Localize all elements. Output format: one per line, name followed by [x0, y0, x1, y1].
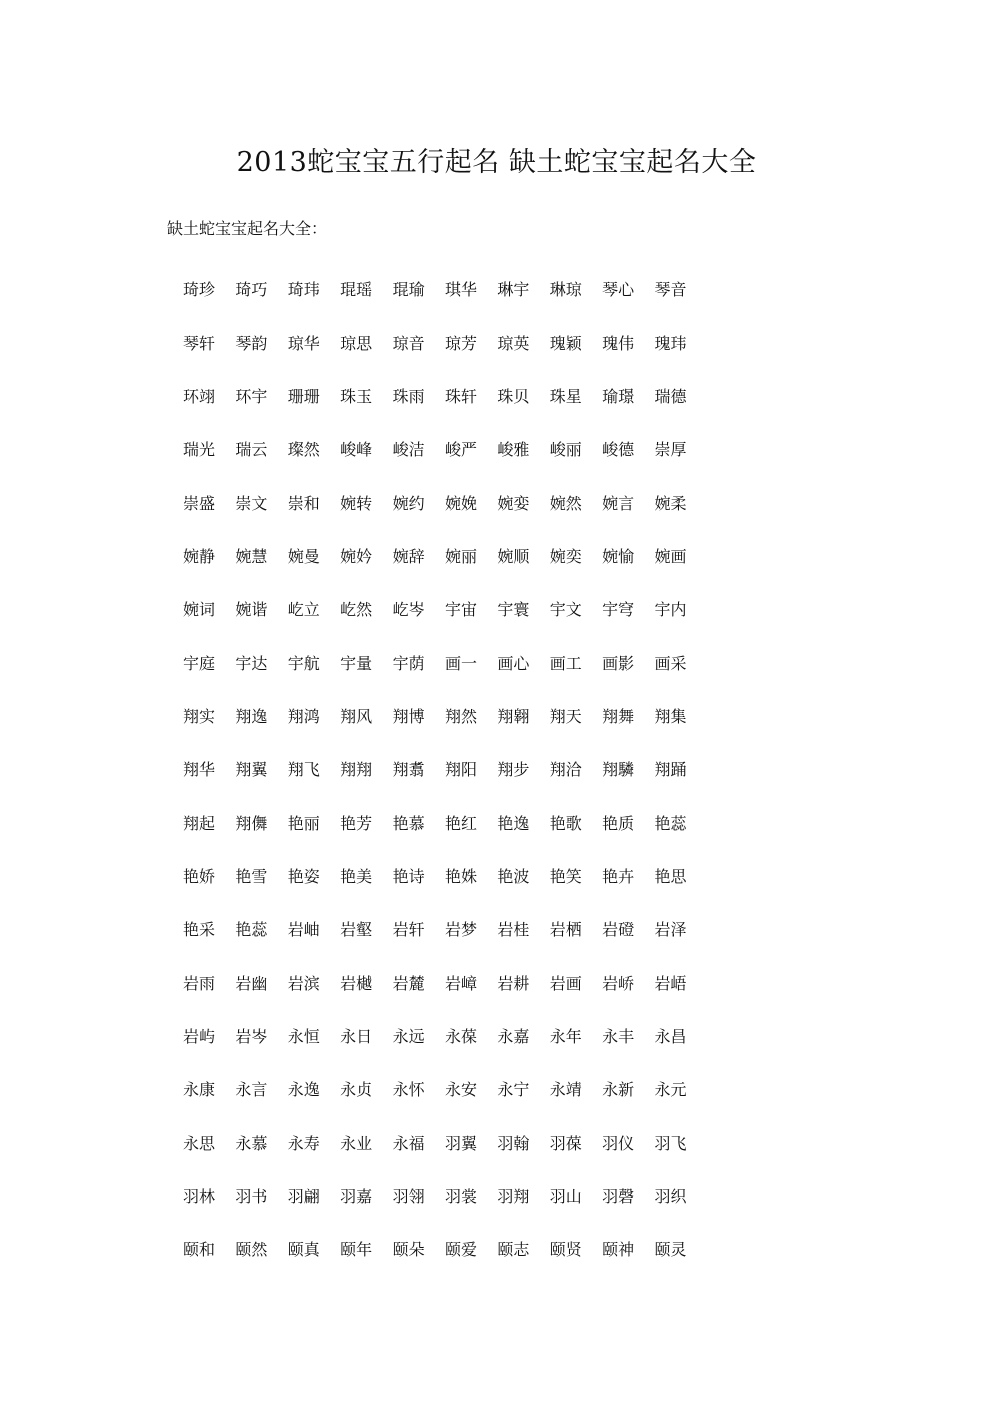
name-item: 岩滨	[287, 973, 320, 993]
name-item: 艳质	[602, 813, 635, 833]
name-item: 翔鸿	[287, 706, 320, 726]
name-item: 岩耕	[497, 973, 530, 993]
name-item: 珊珊	[287, 386, 320, 406]
name-item: 画采	[654, 653, 687, 673]
name-item: 永怀	[392, 1080, 425, 1100]
name-item: 永安	[444, 1080, 477, 1100]
name-item: 珠玉	[340, 386, 373, 406]
names-row	[183, 902, 707, 955]
name-item: 岩岫	[287, 920, 320, 940]
name-item: 翔天	[549, 706, 582, 726]
names-row	[183, 742, 707, 795]
name-item: 琨瑶	[340, 280, 373, 300]
name-item: 颐年	[340, 1240, 373, 1260]
name-item: 羽翼	[444, 1133, 477, 1153]
name-item: 婉转	[340, 493, 373, 513]
name-item: 永福	[392, 1133, 425, 1153]
names-row	[183, 315, 707, 368]
name-item: 艳慕	[392, 813, 425, 833]
name-item: 翔起	[183, 813, 216, 833]
names-row	[183, 1116, 707, 1169]
name-item: 珠贝	[497, 386, 530, 406]
names-row	[183, 689, 707, 742]
name-item: 宇宙	[444, 600, 477, 620]
name-item: 永逸	[287, 1080, 320, 1100]
name-item: 颐灵	[654, 1240, 687, 1260]
name-item: 艳思	[654, 866, 687, 886]
name-item: 岩岑	[235, 1026, 268, 1046]
name-item: 永言	[235, 1080, 268, 1100]
page-title: 2013蛇宝宝五行起名 缺土蛇宝宝起名大全	[236, 147, 757, 178]
name-item: 屹然	[340, 600, 373, 620]
name-item: 永业	[340, 1133, 373, 1153]
name-item: 宇庭	[183, 653, 216, 673]
name-item: 宇寰	[497, 600, 530, 620]
names-row	[183, 955, 707, 1008]
name-item: 瑰伟	[602, 333, 635, 353]
name-item: 琳宇	[497, 280, 530, 300]
name-item: 艳采	[183, 920, 216, 940]
name-item: 婉词	[183, 600, 216, 620]
name-item: 琼音	[392, 333, 425, 353]
name-item: 永丰	[602, 1026, 635, 1046]
name-item: 颐神	[602, 1240, 635, 1260]
name-item: 永年	[549, 1026, 582, 1046]
name-item: 宇荫	[392, 653, 425, 673]
name-item: 颐和	[183, 1240, 216, 1260]
name-item: 颐朵	[392, 1240, 425, 1260]
names-row	[183, 795, 707, 848]
name-item: 永新	[602, 1080, 635, 1100]
name-item: 艳笑	[549, 866, 582, 886]
name-item: 翔然	[444, 706, 477, 726]
name-item: 翔飞	[287, 760, 320, 780]
name-item: 艳卉	[602, 866, 635, 886]
name-item: 琴心	[602, 280, 635, 300]
name-item: 琴韵	[235, 333, 268, 353]
name-item: 颐爱	[444, 1240, 477, 1260]
name-item: 婉娈	[497, 493, 530, 513]
name-item: 璨然	[287, 440, 320, 460]
name-item: 永葆	[444, 1026, 477, 1046]
name-item: 琦珍	[183, 280, 216, 300]
name-item: 崇和	[287, 493, 320, 513]
name-item: 瑞云	[235, 440, 268, 460]
name-item: 琼芳	[444, 333, 477, 353]
name-item: 琴轩	[183, 333, 216, 353]
name-item: 峻丽	[549, 440, 582, 460]
name-item: 永宁	[497, 1080, 530, 1100]
name-item: 宇内	[654, 600, 687, 620]
name-item: 瑞光	[183, 440, 216, 460]
name-item: 羽磬	[602, 1187, 635, 1207]
name-item: 瑰颖	[549, 333, 582, 353]
name-item: 永恒	[287, 1026, 320, 1046]
name-item: 环翊	[183, 386, 216, 406]
name-item: 岩峿	[654, 973, 687, 993]
name-item: 屹岑	[392, 600, 425, 620]
name-item: 屹立	[287, 600, 320, 620]
name-item: 艳姝	[444, 866, 477, 886]
name-item: 婉言	[602, 493, 635, 513]
name-item: 翔风	[340, 706, 373, 726]
name-item: 羽林	[183, 1187, 216, 1207]
name-item: 岩屿	[183, 1026, 216, 1046]
names-row	[183, 422, 707, 475]
name-item: 峻雅	[497, 440, 530, 460]
name-item: 岩壑	[340, 920, 373, 940]
name-item: 岩泽	[654, 920, 687, 940]
name-item: 永寿	[287, 1133, 320, 1153]
name-item: 画工	[549, 653, 582, 673]
name-item: 琳琼	[549, 280, 582, 300]
name-item: 颐真	[287, 1240, 320, 1260]
name-item: 崇文	[235, 493, 268, 513]
name-item: 艳芳	[340, 813, 373, 833]
name-item: 颐然	[235, 1240, 268, 1260]
name-item: 峻峰	[340, 440, 373, 460]
name-item: 羽山	[549, 1187, 582, 1207]
name-item: 翔翱	[497, 706, 530, 726]
name-item: 永贞	[340, 1080, 373, 1100]
name-item: 琼英	[497, 333, 530, 353]
name-item: 岩雨	[183, 973, 216, 993]
name-item: 宇文	[549, 600, 582, 620]
names-row	[183, 1062, 707, 1115]
name-item: 翔博	[392, 706, 425, 726]
names-row	[183, 529, 707, 582]
name-item: 艳波	[497, 866, 530, 886]
name-item: 颐贤	[549, 1240, 582, 1260]
name-item: 翔洽	[549, 760, 582, 780]
section-heading: 缺土蛇宝宝起名大全：	[167, 219, 328, 238]
name-item: 羽仪	[602, 1133, 635, 1153]
name-item: 艳丽	[287, 813, 320, 833]
name-item: 永日	[340, 1026, 373, 1046]
name-item: 婉奕	[549, 546, 582, 566]
name-item: 翔阳	[444, 760, 477, 780]
name-item: 岩嶂	[444, 973, 477, 993]
name-item: 翔翼	[235, 760, 268, 780]
names-row	[183, 369, 707, 422]
name-item: 翔实	[183, 706, 216, 726]
name-item: 羽葆	[549, 1133, 582, 1153]
name-item: 艳诗	[392, 866, 425, 886]
name-item: 岩樾	[340, 973, 373, 993]
name-item: 画一	[444, 653, 477, 673]
name-item: 婉妗	[340, 546, 373, 566]
name-item: 婉柔	[654, 493, 687, 513]
name-item: 婉约	[392, 493, 425, 513]
name-item: 琦玮	[287, 280, 320, 300]
name-item: 婉曼	[287, 546, 320, 566]
name-item: 羽嘉	[340, 1187, 373, 1207]
name-item: 翔华	[183, 760, 216, 780]
names-row	[183, 582, 707, 635]
name-item: 珠星	[549, 386, 582, 406]
name-item: 瑜璟	[602, 386, 635, 406]
name-item: 翔驎	[602, 760, 635, 780]
names-row	[183, 635, 707, 688]
name-item: 宇达	[235, 653, 268, 673]
name-item: 艳蕊	[235, 920, 268, 940]
names-grid	[183, 262, 707, 1276]
names-row	[183, 475, 707, 528]
name-item: 峻洁	[392, 440, 425, 460]
name-item: 环宇	[235, 386, 268, 406]
name-item: 羽飞	[654, 1133, 687, 1153]
name-item: 琴音	[654, 280, 687, 300]
name-item: 琨瑜	[392, 280, 425, 300]
name-item: 画心	[497, 653, 530, 673]
name-item: 琪华	[444, 280, 477, 300]
name-item: 羽织	[654, 1187, 687, 1207]
name-item: 岩栖	[549, 920, 582, 940]
name-item: 永嘉	[497, 1026, 530, 1046]
name-item: 艳娇	[183, 866, 216, 886]
name-item: 岩桂	[497, 920, 530, 940]
name-item: 琼华	[287, 333, 320, 353]
name-item: 翔舞	[602, 706, 635, 726]
name-item: 永昌	[654, 1026, 687, 1046]
name-item: 颐志	[497, 1240, 530, 1260]
name-item: 翔踊	[654, 760, 687, 780]
name-item: 艳美	[340, 866, 373, 886]
name-item: 岩画	[549, 973, 582, 993]
names-row	[183, 1222, 707, 1275]
name-item: 翔儛	[235, 813, 268, 833]
names-row	[183, 849, 707, 902]
name-item: 峻德	[602, 440, 635, 460]
name-item: 翔逸	[235, 706, 268, 726]
name-item: 崇厚	[654, 440, 687, 460]
name-item: 婉愉	[602, 546, 635, 566]
name-item: 永康	[183, 1080, 216, 1100]
name-item: 宇航	[287, 653, 320, 673]
name-item: 永慕	[235, 1133, 268, 1153]
names-row	[183, 1169, 707, 1222]
name-item: 翔翔	[340, 760, 373, 780]
name-item: 艳歌	[549, 813, 582, 833]
name-item: 岩麓	[392, 973, 425, 993]
name-item: 珠轩	[444, 386, 477, 406]
name-item: 岩峤	[602, 973, 635, 993]
name-item: 永远	[392, 1026, 425, 1046]
name-item: 翔集	[654, 706, 687, 726]
name-item: 瑞德	[654, 386, 687, 406]
name-item: 羽翩	[287, 1187, 320, 1207]
name-item: 崇盛	[183, 493, 216, 513]
name-item: 婉辞	[392, 546, 425, 566]
name-item: 宇穹	[602, 600, 635, 620]
name-item: 艳蕊	[654, 813, 687, 833]
name-item: 婉丽	[444, 546, 477, 566]
name-item: 羽书	[235, 1187, 268, 1207]
name-item: 艳雪	[235, 866, 268, 886]
name-item: 画影	[602, 653, 635, 673]
name-item: 翔步	[497, 760, 530, 780]
name-item: 岩磴	[602, 920, 635, 940]
name-item: 羽翰	[497, 1133, 530, 1153]
name-item: 婉顺	[497, 546, 530, 566]
name-item: 永元	[654, 1080, 687, 1100]
name-item: 婉画	[654, 546, 687, 566]
name-item: 艳姿	[287, 866, 320, 886]
name-item: 翔翥	[392, 760, 425, 780]
name-item: 羽裳	[444, 1187, 477, 1207]
name-item: 永思	[183, 1133, 216, 1153]
name-item: 婉娩	[444, 493, 477, 513]
name-item: 婉然	[549, 493, 582, 513]
name-item: 峻严	[444, 440, 477, 460]
name-item: 羽翎	[392, 1187, 425, 1207]
names-row	[183, 262, 707, 315]
name-item: 永靖	[549, 1080, 582, 1100]
name-item: 艳红	[444, 813, 477, 833]
name-item: 宇量	[340, 653, 373, 673]
names-row	[183, 1009, 707, 1062]
name-item: 岩幽	[235, 973, 268, 993]
name-item: 珠雨	[392, 386, 425, 406]
name-item: 羽翔	[497, 1187, 530, 1207]
name-item: 琼思	[340, 333, 373, 353]
name-item: 瑰玮	[654, 333, 687, 353]
name-item: 琦巧	[235, 280, 268, 300]
name-item: 岩梦	[444, 920, 477, 940]
name-item: 婉谐	[235, 600, 268, 620]
name-item: 岩轩	[392, 920, 425, 940]
name-item: 艳逸	[497, 813, 530, 833]
name-item: 婉静	[183, 546, 216, 566]
name-item: 婉慧	[235, 546, 268, 566]
